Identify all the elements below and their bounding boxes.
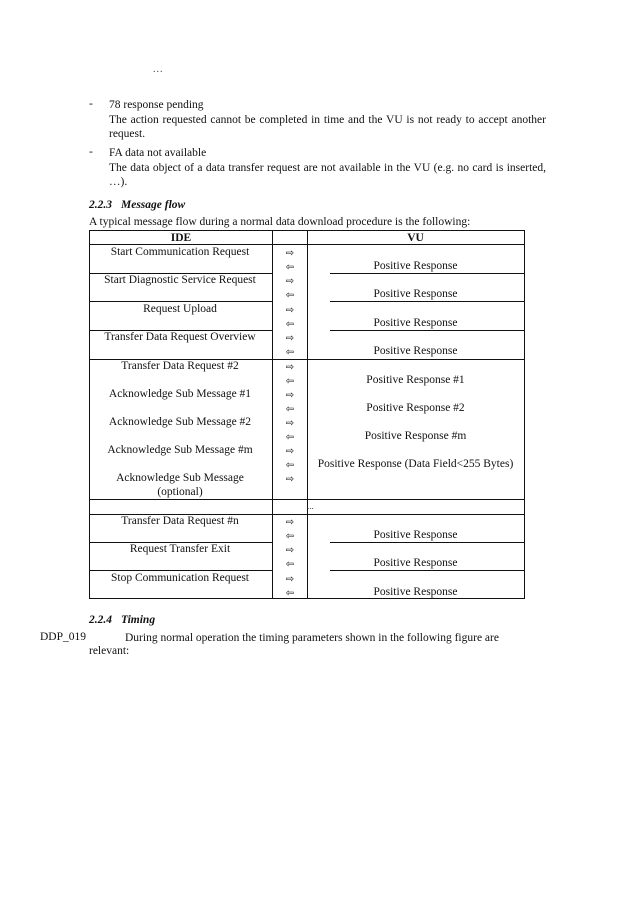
vu-cell: Positive Response bbox=[373, 317, 458, 329]
section-title: Timing bbox=[121, 614, 156, 626]
ide-cell: Acknowledge Sub Message #1 bbox=[108, 388, 252, 400]
ide-cell: Acknowledge Sub Message bbox=[116, 472, 244, 484]
vu-cell: Positive Response bbox=[373, 586, 458, 598]
bullet-body: The action requested cannot be completed in time and the VU is not ready to accept another request. bbox=[109, 113, 546, 140]
bullet-heading: FA data not available bbox=[109, 147, 207, 159]
column-divider bbox=[272, 231, 273, 598]
ide-cell: Acknowledge Sub Message #2 bbox=[108, 416, 252, 428]
page-top-dots: ... bbox=[153, 64, 164, 75]
vu-cell: Positive Response bbox=[373, 529, 458, 541]
vu-cell: Positive Response bbox=[373, 345, 458, 357]
bullet-item bbox=[109, 146, 546, 190]
vu-cell: Positive Response #2 bbox=[366, 402, 465, 414]
arrow-left-icon: ⇦ bbox=[285, 588, 295, 599]
ide-cell: Start Diagnostic Service Request bbox=[104, 274, 256, 286]
arrow-right-icon: ⇨ bbox=[285, 390, 295, 401]
arrow-right-icon: ⇨ bbox=[285, 517, 295, 528]
ide-cell: Transfer Data Request Overview bbox=[104, 331, 256, 343]
arrow-left-icon: ⇦ bbox=[285, 460, 295, 471]
requirement-id: DDP_019 bbox=[40, 631, 87, 643]
bullet-dash: - bbox=[89, 98, 93, 110]
ide-cell: Transfer Data Request #2 bbox=[121, 360, 239, 372]
bullet-body: The data object of a data transfer request are not available in the VU (e.g. no card is inserted, …). bbox=[109, 161, 546, 188]
bullet-heading: 78 response pending bbox=[109, 99, 204, 111]
vu-cell: Positive Response #1 bbox=[366, 374, 465, 386]
arrow-right-icon: ⇨ bbox=[285, 362, 295, 373]
requirement-text-cont: relevant: bbox=[89, 645, 130, 657]
arrow-right-icon: ⇨ bbox=[285, 574, 295, 585]
arrow-left-icon: ⇦ bbox=[285, 432, 295, 443]
ide-cell: Stop Communication Request bbox=[111, 572, 249, 584]
arrow-left-icon: ⇦ bbox=[285, 290, 295, 301]
vu-cell: Positive Response bbox=[373, 260, 458, 272]
section-heading-timing bbox=[89, 614, 155, 626]
section-heading-message-flow bbox=[89, 199, 185, 211]
table-ellipsis: ... bbox=[307, 501, 314, 511]
arrow-right-icon: ⇨ bbox=[285, 333, 295, 344]
header-ide: IDE bbox=[170, 232, 192, 244]
arrow-left-icon: ⇦ bbox=[285, 559, 295, 570]
section-number: 2.2.4 bbox=[89, 614, 112, 626]
vu-cell: Positive Response bbox=[373, 288, 458, 300]
arrow-right-icon: ⇨ bbox=[285, 545, 295, 556]
arrow-left-icon: ⇦ bbox=[285, 376, 295, 387]
arrow-left-icon: ⇦ bbox=[285, 262, 295, 273]
intro-text: A typical message flow during a normal data download procedure is the following: bbox=[89, 216, 471, 228]
section-title: Message flow bbox=[121, 199, 186, 211]
arrow-left-icon: ⇦ bbox=[285, 319, 295, 330]
ide-cell: Start Communication Request bbox=[110, 246, 250, 258]
arrow-left-icon: ⇦ bbox=[285, 404, 295, 415]
section-number: 2.2.3 bbox=[89, 199, 112, 211]
ide-cell: (optional) bbox=[157, 486, 203, 498]
arrow-right-icon: ⇨ bbox=[285, 474, 295, 485]
requirement-text: During normal operation the timing parameters shown in the following figure are bbox=[125, 632, 499, 644]
header-divider bbox=[90, 244, 524, 245]
arrow-right-icon: ⇨ bbox=[285, 446, 295, 457]
vu-cell: Positive Response (Data Field<255 Bytes) bbox=[317, 458, 514, 470]
vu-cell: Positive Response bbox=[373, 557, 458, 569]
ide-cell: Acknowledge Sub Message #m bbox=[107, 444, 253, 456]
arrow-right-icon: ⇨ bbox=[285, 248, 295, 259]
arrow-left-icon: ⇦ bbox=[285, 531, 295, 542]
ide-cell: Request Transfer Exit bbox=[129, 543, 231, 555]
bullet-item bbox=[109, 98, 546, 142]
column-divider bbox=[307, 231, 308, 598]
header-vu: VU bbox=[407, 232, 424, 244]
ide-cell: Request Upload bbox=[143, 303, 217, 315]
arrow-right-icon: ⇨ bbox=[285, 418, 295, 429]
vu-cell: Positive Response #m bbox=[364, 430, 467, 442]
bullet-dash: - bbox=[89, 146, 93, 158]
arrow-left-icon: ⇦ bbox=[285, 347, 295, 358]
arrow-right-icon: ⇨ bbox=[285, 276, 295, 287]
arrow-right-icon: ⇨ bbox=[285, 305, 295, 316]
ide-cell: Transfer Data Request #n bbox=[121, 515, 239, 527]
